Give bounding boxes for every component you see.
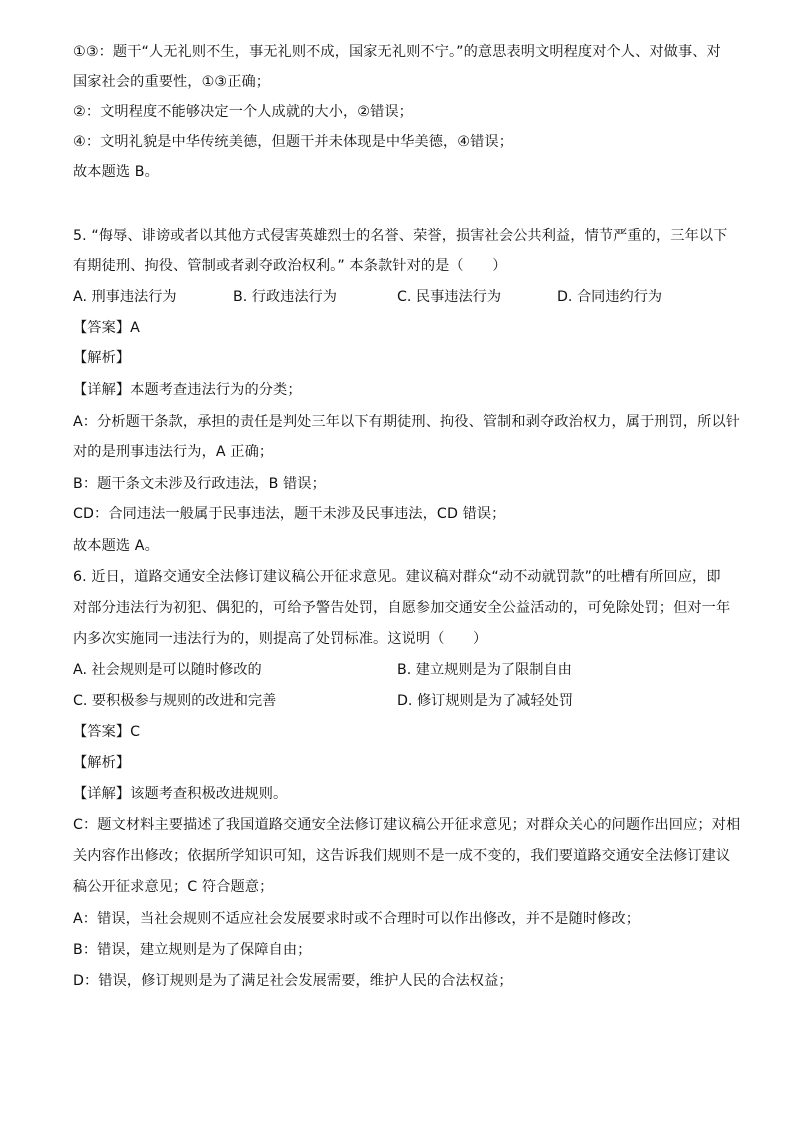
q6-stem-line-1: 6. 近日，道路交通安全法修订建议稿公开征求意见。建议稿对群众“动不动就罚款”的吐槽有所回应，即: [73, 569, 721, 585]
q5-option-b: B. 行政违法行为: [233, 289, 337, 305]
q6-option-c: C. 要积极参与规则的改进和完善: [73, 693, 277, 709]
q6-explain-a: A：错误，当社会规则不适应社会发展要求时或不合理时可以作出修改，并不是随时修改；: [73, 911, 641, 927]
prev-answer-line-3: ②：文明程度不能够决定一个人成就的大小，②错误；: [73, 104, 413, 120]
q6-explain-c-line-1: C：题文材料主要描述了我国道路交通安全法修订建议稿公开征求意见；对群众关心的问题作出回应；对相: [73, 817, 741, 833]
prev-answer-conclusion: 故本题选 B。: [73, 164, 159, 180]
q5-explain-cd: CD：合同违法一般属于民事违法，题干未涉及民事违法，CD 错误；: [73, 506, 506, 522]
q6-explain-b: B：错误，建立规则是为了保障自由；: [73, 942, 312, 958]
q5-detail: 【详解】本题考查违法行为的分类；: [73, 382, 302, 398]
prev-answer-line-4: ④：文明礼貌是中华传统美德，但题干并未体现是中华美德，④错误；: [73, 134, 513, 150]
q5-answer: 【答案】A: [73, 320, 140, 336]
q5-stem-line-1: 5. “侮辱、诽谤或者以其他方式侵害英雄烈士的名誉、荣誉，损害社会公共利益，情节严重的，三年以下: [73, 228, 728, 244]
q6-option-b: B. 建立规则是为了限制自由: [397, 662, 572, 678]
q6-analysis-heading: 【解析】: [73, 755, 131, 771]
q5-option-d: D. 合同违约行为: [557, 289, 663, 305]
q6-answer: 【答案】C: [73, 724, 141, 740]
q6-detail: 【详解】该题考查积极改进规则。: [73, 786, 288, 802]
q6-option-d: D. 修订规则是为了减轻处罚: [397, 693, 574, 709]
q5-explain-b: B：题干条文未涉及行政违法，B 错误；: [73, 476, 326, 492]
q5-explain-a-line-2: 对的是刑事违法行为，A 正确；: [73, 444, 274, 460]
q5-stem-line-2: 有期徒刑、拘役、管制或者剥夺政治权利。” 本条款针对的是（ ）: [73, 258, 507, 274]
prev-answer-line-2: 国家社会的重要性，①③正确；: [73, 74, 271, 90]
q5-option-a: A. 刑事违法行为: [73, 289, 177, 305]
q6-option-a: A. 社会规则是可以随时修改的: [73, 662, 262, 678]
q6-explain-c-line-2: 关内容作出修改；依据所学知识可知，这告诉我们规则不是一成不变的，我们要道路交通安全法修订建议: [73, 848, 731, 864]
prev-answer-line-1: ①③：题干“人无礼则不生，事无礼则不成，国家无礼则不宁。”的意思表明文明程度对个人、对做事、对: [73, 44, 721, 60]
q6-stem-line-3: 内多次实施同一违法行为的，则提高了处罚标准。这说明（ ）: [73, 631, 488, 647]
q5-explain-a-line-1: A：分析题干条款，承担的责任是判处三年以下有期徒刑、拘役、管制和剥夺政治权力，属于刑罚，所以针: [73, 414, 741, 430]
q5-analysis-heading: 【解析】: [73, 350, 131, 366]
q6-explain-d: D：错误，修订规则是为了满足社会发展需要，维护人民的合法权益；: [73, 973, 513, 989]
q6-stem-line-2: 对部分违法行为初犯、偶犯的，可给予警告处罚，自愿参加交通安全公益活动的，可免除处罚；但对一年: [73, 600, 731, 616]
q5-option-c: C. 民事违法行为: [397, 289, 502, 305]
q6-explain-c-line-3: 稿公开征求意见；C 符合题意；: [73, 879, 274, 895]
q5-conclusion: 故本题选 A。: [73, 538, 159, 554]
